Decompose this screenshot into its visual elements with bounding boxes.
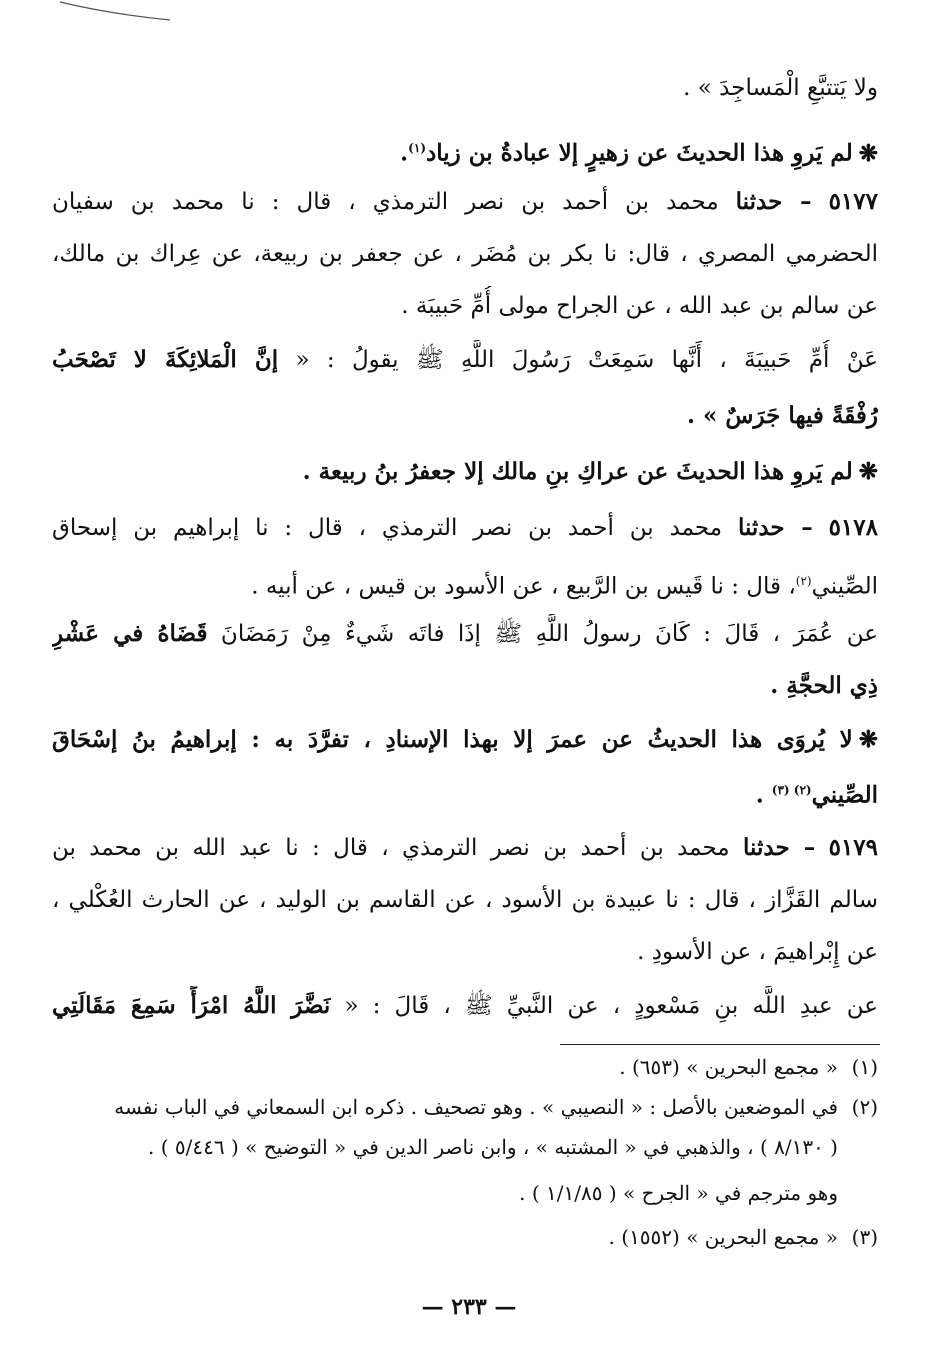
text-line: عن إِبْراهيمَ ، عن الأسودِ . <box>637 939 878 965</box>
commentary-line: ❋لا يُروَى هذا الحديثُ عن عمرَ إلا بهذا الإسنادِ ، تفرَّدَ به : إبراهيمُ بنُ إسْحَاقَ <box>52 726 878 753</box>
hadith-number: ٥١٧٩ <box>828 834 878 861</box>
text-line: رُفْقَةً فيها جَرَسٌ » . <box>686 402 878 429</box>
footnote-2-cont: وهو مترجم في « الجرح » ( ١/١/٨٥ ) . <box>519 1181 838 1205</box>
text-line: عن عبدِ اللَّه بنِ مَسْعودٍ ، عن النَّبيِّ ﷺ ، قَالَ : « نَضَّرَ اللَّهُ امْرَأً سَمِعَ مَقَالَتِي <box>52 992 878 1019</box>
text-line: الحضرمي المصري ، قال: نا بكر بن مُضَر ، عن جعفر بن ربيعة، عن عِراك بن مالك، <box>52 241 878 267</box>
text-line: عن سالم بن عبد الله ، عن الجراح مولى أُمِّ حَبيبَة . <box>401 293 878 319</box>
hadith-start-line: ٥١٧٩ – حدثنا محمد بن أحمد بن نصر الترمذي ، قال : نا عبد الله بن محمد بن <box>52 834 878 861</box>
footnote-2: (٢)في الموضعين بالأصل : « النصيبي » . وهو تصحيف . ذكره ابن السمعاني في الباب نفسه <box>114 1095 878 1119</box>
text-line: عن عُمَرَ ، قَالَ : كَانَ رسولُ اللَّهِ ﷺ إذَا فاتَه شَيءٌ مِنْ رَمَضَانَ قَضَاهُ في عَشْرِ <box>52 620 878 647</box>
hadith-start-line: ٥١٧٨ – حدثنا محمد بن أحمد بن نصر الترمذي ، قال : نا إبراهيم بن إسحاق <box>52 514 878 541</box>
scan-edge-mark <box>0 0 180 30</box>
hadith-number: ٥١٧٨ <box>828 514 878 541</box>
footnote-ref: (١) <box>408 141 426 155</box>
hadith-number: ٥١٧٧ <box>828 188 878 215</box>
footnote-1: (١)« مجمع البحرين » (٦٥٣) . <box>619 1055 878 1079</box>
footnote-2-cont: ( ٨/١٣٠ ) ، والذهبي في « المشتبه » ، وابن ناصر الدين في « التوضيح » ( ٥/٤٤٦ ) . <box>148 1135 838 1159</box>
footnote-ref: (٢) (٣) <box>771 783 812 797</box>
text-line: سالم القَزَّاز ، قال : نا عبيدة بن الأسود ، عن القاسم بن الوليد ، عن الحارث العُكْلي ، <box>52 887 878 913</box>
footnote-3: (٣)« مجمع البحرين » (١٥٥٢) . <box>608 1225 878 1249</box>
footnote-ref: (٢) <box>795 574 812 588</box>
commentary-line: الصِّيني$^{(٢) (٣)}$ . <box>755 781 878 809</box>
commentary-line: ❋لم يَروِ هذا الحديثَ عن زهيرٍ إلا عبادةُ بن زياد$^{(١)}$. <box>400 139 878 167</box>
text-line: ولا يَتتبَّعِ الْمَساجِدَ » . <box>683 75 878 101</box>
page-number: — ٢٣٣ — <box>421 1294 517 1320</box>
text-line: الصِّيني$^{(٢)}$، قال : نا قَيس بن الرَّبيع ، عن الأسود بن قيس ، عن أبيه . <box>251 573 878 600</box>
footnote-divider <box>560 1044 880 1045</box>
commentary-line: ❋لم يَروِ هذا الحديثَ عن عراكِ بنِ مالك إلا جعفرُ بنُ ربيعة . <box>302 458 878 485</box>
asterisk-marker: ❋ <box>858 139 878 167</box>
hadith-start-line: ٥١٧٧ – حدثنا محمد بن أحمد بن نصر الترمذي ، قال : نا محمد بن سفيان <box>52 188 878 215</box>
text-line: عَنْ أُمِّ حَبيبَةَ ، أَنَّها سَمِعَتْ رَسُولَ اللَّهِ ﷺ يقولُ : « إنَّ الْمَلائِكَةَ لا تَصْحَبُ <box>52 346 878 373</box>
text-line: ذِي الحجَّةِ . <box>770 672 878 699</box>
